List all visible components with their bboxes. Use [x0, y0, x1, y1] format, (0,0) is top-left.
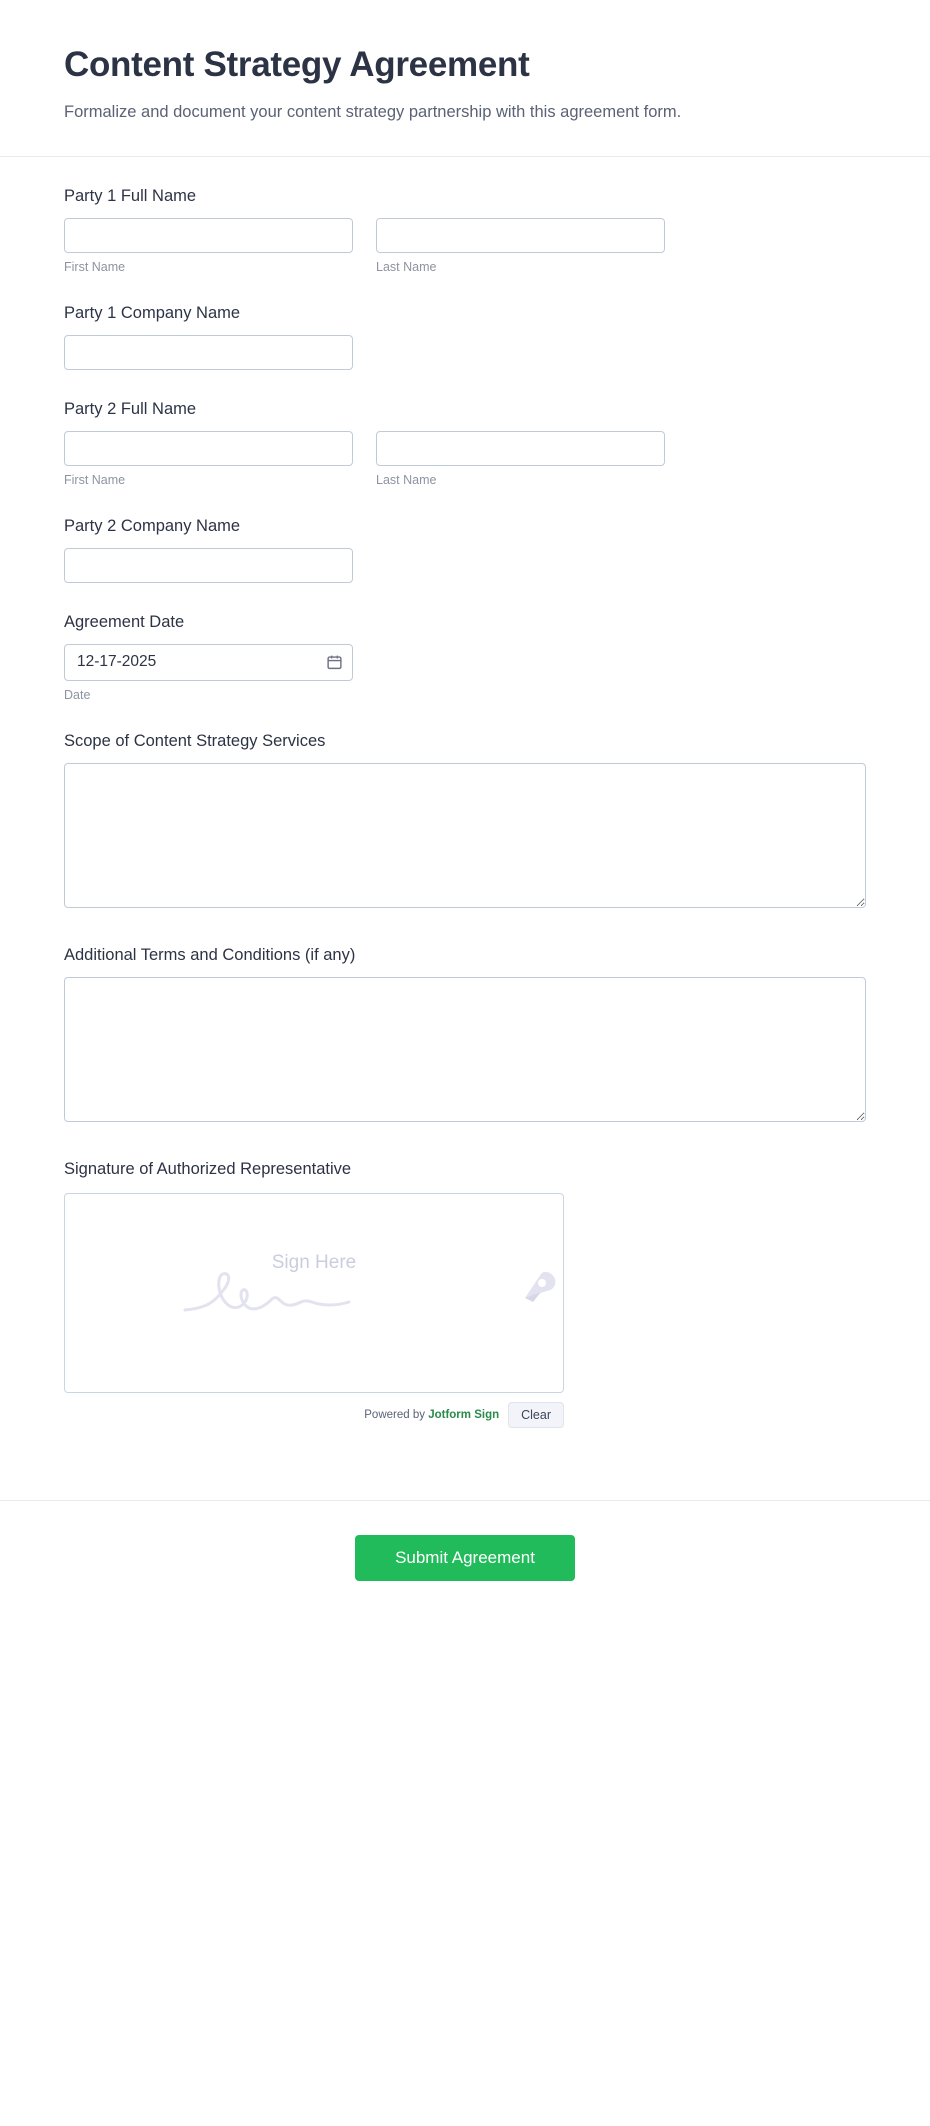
- party2-last-name-group: [376, 431, 665, 487]
- pen-nib-icon: [511, 1264, 563, 1316]
- signature-decoration: [65, 1258, 563, 1328]
- agreement-date-input[interactable]: [64, 644, 353, 681]
- field-party2-full-name: [64, 400, 866, 487]
- party1-company-group: [64, 335, 353, 370]
- party1-last-name-group: [376, 218, 665, 274]
- signature-footer: [64, 1402, 564, 1428]
- page-title: Content Strategy Agreement: [64, 45, 530, 84]
- field-label-party2-full-name: Party 2 Full Name: [64, 399, 197, 418]
- field-party1-company-name: [64, 304, 866, 370]
- jotform-sign-brand: Jotform Sign: [428, 1408, 500, 1421]
- powered-by-text: Powered by: [364, 1408, 425, 1421]
- page-subtitle: Formalize and document your content strategy partnership with this agreement form.: [64, 103, 682, 121]
- party2-company-group: [64, 548, 353, 583]
- form-body: [0, 157, 930, 1468]
- field-label-scope: Scope of Content Strategy Services: [64, 731, 326, 750]
- name-row: [64, 431, 866, 487]
- powered-by-label: [364, 1409, 499, 1421]
- party1-first-name-sublabel: First Name: [64, 259, 126, 274]
- field-signature: [64, 1160, 866, 1428]
- signature-placeholder: Sign Here: [271, 1251, 357, 1273]
- name-row: [64, 218, 866, 274]
- party1-last-name-sublabel: Last Name: [376, 259, 437, 274]
- party2-last-name-sublabel: Last Name: [376, 472, 437, 487]
- clear-signature-button[interactable]: Clear: [508, 1402, 564, 1428]
- field-additional-terms: [64, 946, 866, 1122]
- signature-scribble-icon: [177, 1258, 407, 1328]
- field-label-additional-terms: Additional Terms and Conditions (if any): [64, 945, 356, 964]
- party2-first-name-sublabel: First Name: [64, 472, 126, 487]
- agreement-date-sublabel: Date: [64, 687, 91, 702]
- field-scope: [64, 732, 866, 908]
- party2-first-name-input[interactable]: [64, 431, 353, 466]
- calendar-icon[interactable]: [326, 654, 343, 671]
- form-header: [0, 0, 930, 157]
- signature-pad[interactable]: [64, 1193, 564, 1393]
- party2-last-name-input[interactable]: [376, 431, 665, 466]
- party1-first-name-input[interactable]: [64, 218, 353, 253]
- field-party1-full-name: [64, 187, 866, 274]
- party2-company-input[interactable]: [64, 548, 353, 583]
- field-label-party1-full-name: Party 1 Full Name: [64, 186, 197, 205]
- party1-first-name-group: [64, 218, 353, 274]
- field-party2-company-name: [64, 517, 866, 583]
- field-label-signature: Signature of Authorized Representative: [64, 1159, 352, 1178]
- party2-first-name-group: [64, 431, 353, 487]
- submit-agreement-button[interactable]: Submit Agreement: [355, 1535, 575, 1581]
- field-label-agreement-date: Agreement Date: [64, 612, 185, 631]
- agreement-date-group: [64, 644, 353, 681]
- scope-textarea[interactable]: [64, 763, 866, 908]
- party1-company-input[interactable]: [64, 335, 353, 370]
- field-agreement-date: [64, 613, 866, 702]
- additional-terms-textarea[interactable]: [64, 977, 866, 1122]
- field-label-party1-company-name: Party 1 Company Name: [64, 303, 241, 322]
- field-label-party2-company-name: Party 2 Company Name: [64, 516, 241, 535]
- party1-last-name-input[interactable]: [376, 218, 665, 253]
- form-footer: [0, 1500, 930, 1627]
